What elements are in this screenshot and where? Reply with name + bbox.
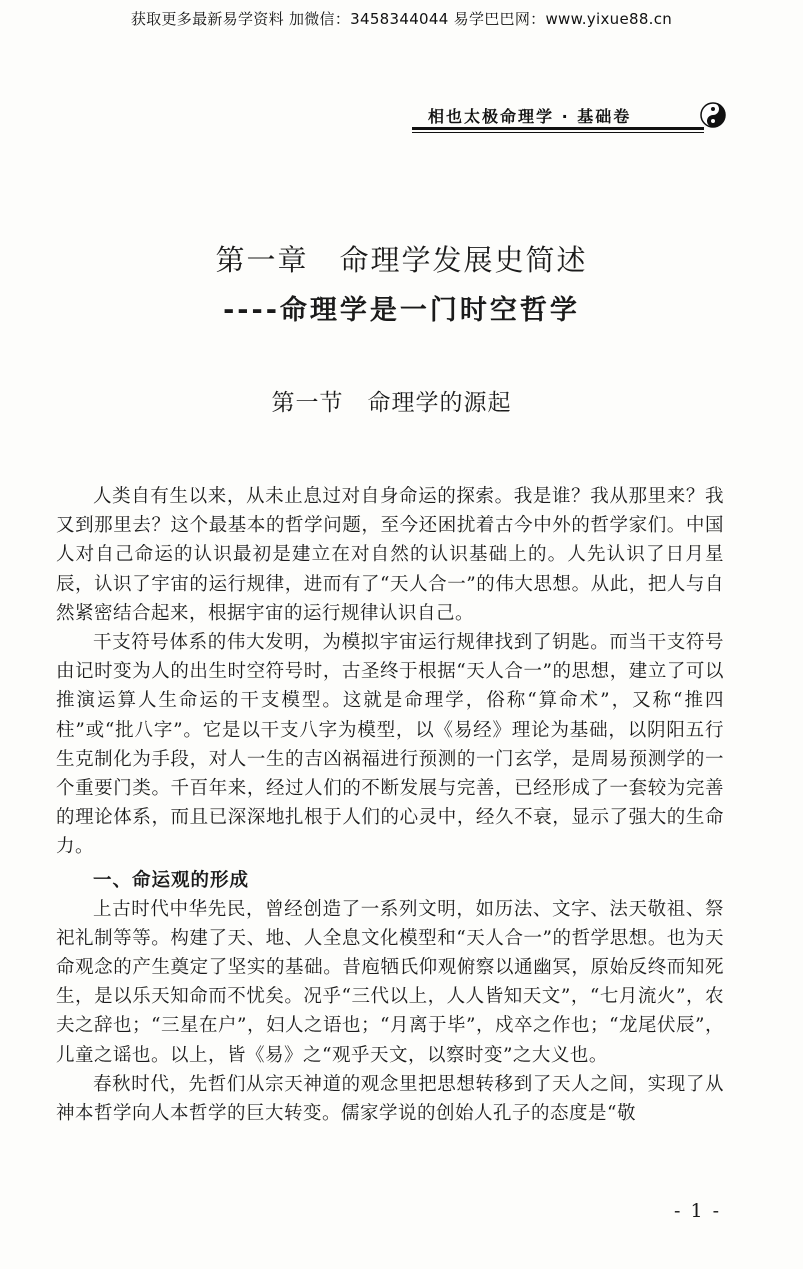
paragraph-3: 上古时代中华先民，曾经创造了一系列文明，如历法、文字、法天敬祖、祭祀礼制等等。构建了天、地、人全息文化模型和“天人合一”的哲学思想。也为天命观念的产生奠定了坚实的基础。昔庖牺氏仰观俯察以通幽冥，原始反终而知死生，是以乐天知命而不忧矣。况乎“三代以上，人人皆知天文”，“七月流火”，农夫之辞也；“三星在户”，妇人之语也；“月离于毕”，戍卒之作也；“龙尾伏辰”，儿童之谣也。以上，皆《易》之“观乎天文，以察时变”之大义也。: [56, 898, 724, 1066]
subsection-heading: 一、命运观的形成: [93, 869, 250, 891]
section-title: 第一节 命理学的源起: [271, 390, 512, 416]
paragraph-4: 春秋时代，先哲们从宗天神道的观念里把思想转移到了天人之间，实现了从神本哲学向人本哲学的巨大转变。儒家学说的创始人孔子的态度是“敬: [56, 1073, 724, 1125]
chapter-title: 第一章 命理学发展史简述: [215, 243, 588, 277]
paragraph-1: 人类自有生以来，从未止息过对自身命运的探索。我是谁？我从那里来？我又到那里去？这个最基本的哲学问题，至今还困扰着古今中外的哲学家们。中国人对自己命运的认识最初是建立在对自然的认识基础上的。人先认识了日月星辰，认识了宇宙的运行规律，进而有了“天人合一”的伟大思想。从此，把人与自然紧密结合起来，根据宇宙的运行规律认识自己。: [56, 486, 724, 624]
header-rule: [412, 127, 704, 130]
running-header: [412, 100, 752, 138]
yin-yang-icon: [700, 102, 726, 128]
body-text: [56, 482, 724, 1128]
page-number: - 1 -: [674, 1200, 722, 1222]
watermark-banner: 获取更多最新易学资料 加微信：3458344044 易学巴巴网：www.yixue88.cn: [130, 10, 673, 28]
header-rule-thin: [412, 132, 704, 133]
book-title: 相也太极命理学 · 基础卷: [428, 107, 632, 126]
paragraph-2: 干支符号体系的伟大发明，为模拟宇宙运行规律找到了钥匙。而当干支符号由记时变为人的出生时空符号时，古圣终于根据“天人合一”的思想，建立了可以推演运算人生命运的干支模型。这就是命理学，俗称“算命术”，又称“推四柱”或“批八字”。它是以干支八字为模型，以《易经》理论为基础，以阴阳五行生克制化为手段，对人一生的吉凶祸福进行预测的一门玄学，是周易预测学的一个重要门类。千百年来，经过人们的不断发展与完善，已经形成了一套较为完善的理论体系，而且已深深地扎根于人们的心灵中，经久不衰，显示了强大的生命力。: [56, 632, 724, 858]
chapter-subtitle: ----命理学是一门时空哲学: [223, 295, 580, 326]
